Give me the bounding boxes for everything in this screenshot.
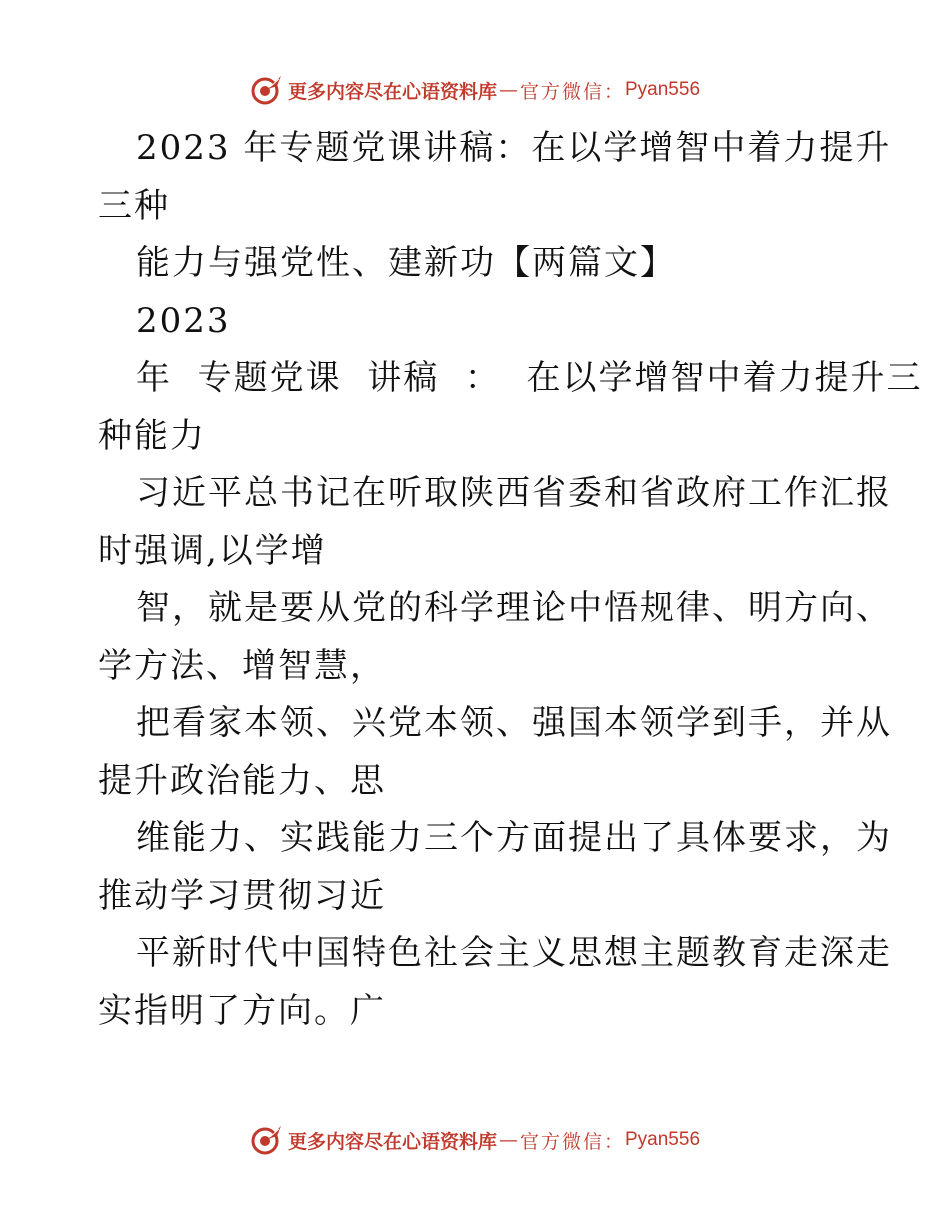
text-line: 种能力 <box>98 415 206 456</box>
text-line: 维能力、实践能力三个方面提出了具体要求，为 <box>136 818 892 858</box>
text-line: 学方法、增智慧， <box>98 645 386 686</box>
quill-logo-icon <box>250 73 284 107</box>
text-line: 把看家本领、兴党本领、强国本领学到手，并从 <box>136 703 892 743</box>
text-line: 推动学习贯彻习近 <box>98 875 386 916</box>
watermark-dash: — <box>498 79 518 101</box>
document-body <box>98 120 923 1040</box>
watermark-official-label: 官方微信： <box>519 80 625 103</box>
watermark-official-label: 官方微信： <box>519 1130 625 1153</box>
text-line: 智，就是要从党的科学理论中悟规律、明方向、 <box>136 588 892 628</box>
watermark-dash: — <box>498 1129 518 1151</box>
watermark-wechat-id: Pyan556 <box>625 79 701 100</box>
watermark-site-text: 更多内容尽在心语资料库 <box>287 80 497 103</box>
text-line: 平新时代中国特色社会主义思想主题教育走深走 <box>136 933 892 973</box>
text-line: 年 专题党课 讲稿 ： 在以学增智中着力提升三 <box>136 358 923 398</box>
text-line: 时强调,以学增 <box>98 530 327 571</box>
watermark-wechat-id: Pyan556 <box>625 1129 701 1150</box>
text-line: 实指明了方向。广 <box>98 990 386 1031</box>
footer-watermark <box>0 1120 950 1160</box>
text-line: 三种 <box>98 185 170 226</box>
header-watermark <box>0 70 950 110</box>
watermark-site-text: 更多内容尽在心语资料库 <box>287 1130 497 1153</box>
quill-logo-icon <box>250 1123 284 1157</box>
text-line: 2023 <box>136 300 231 341</box>
text-line: 2023 年专题党课讲稿：在以学增智中着力提升 <box>136 128 892 168</box>
text-line: 能力与强党性、建新功【两篇文】 <box>136 243 676 283</box>
text-line: 习近平总书记在听取陕西省委和省政府工作汇报 <box>136 473 892 513</box>
text-line: 提升政治能力、思 <box>98 760 386 801</box>
